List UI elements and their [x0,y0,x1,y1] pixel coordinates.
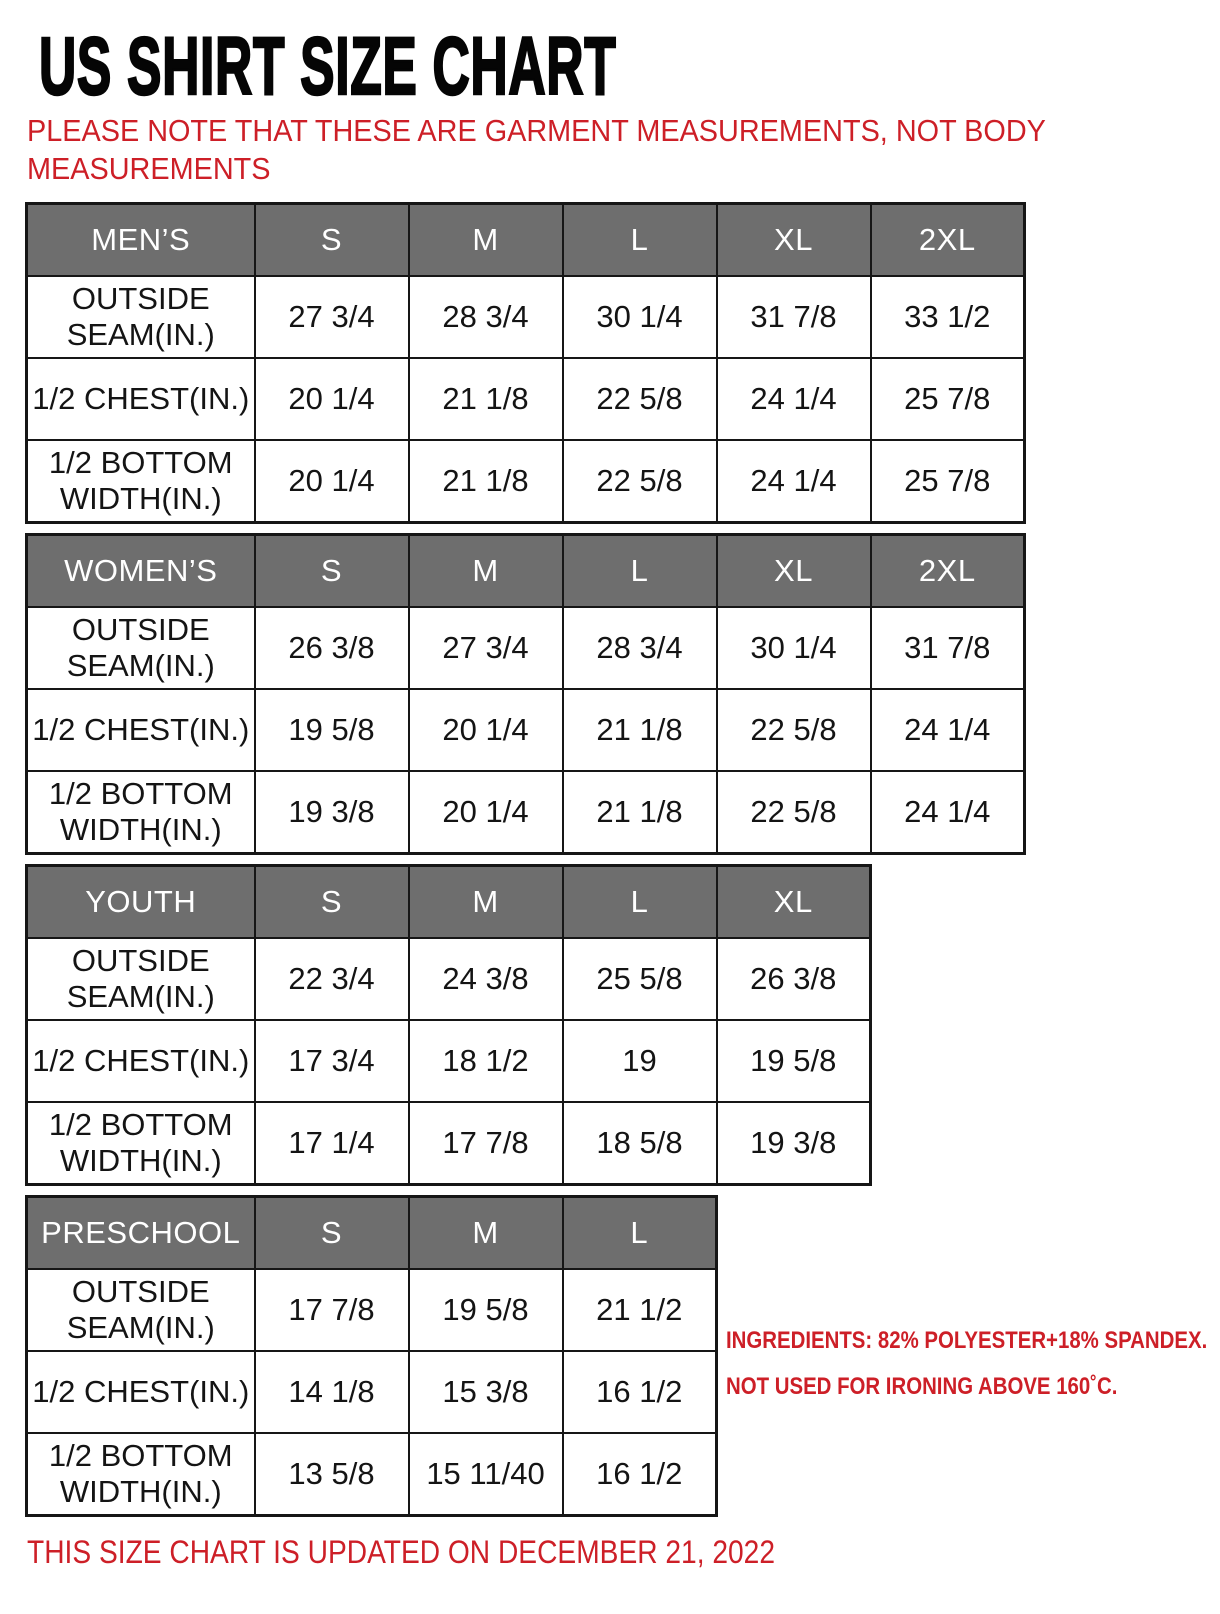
size-value-cell: 30 1/4 [563,276,717,358]
garment-measurements-note-line-2: MEASUREMENTS [27,151,271,186]
column-header-mens-xl: XL [717,204,871,277]
row-label [27,440,255,523]
row-label-line: 1/2 CHEST(IN.) [32,1043,250,1078]
column-header-mens-2xl: 2XL [871,204,1025,277]
row-label [27,276,255,358]
row-label [27,1020,255,1102]
size-value-cell: 22 5/8 [717,771,871,854]
row-label-line: OUTSIDE [71,943,210,978]
size-value-cell: 17 7/8 [409,1102,563,1185]
ingredients-note-line-1: INGREDIENTS: 82% POLYESTER+18% SPANDEX. [726,1327,1208,1354]
size-value-cell: 30 1/4 [717,607,871,689]
column-header-womens-l: L [563,535,717,608]
size-value-cell: 24 1/4 [717,440,871,523]
size-value-cell: 21 1/8 [563,771,717,854]
garment-measurements-note [27,112,1136,188]
size-value-cell: 21 1/8 [409,358,563,440]
size-value-cell: 20 1/4 [255,358,409,440]
size-value-cell: 22 3/4 [255,938,409,1020]
size-value-cell: 22 5/8 [717,689,871,771]
size-value-cell: 13 5/8 [255,1433,409,1516]
size-value-cell: 20 1/4 [255,440,409,523]
row-label [27,1102,255,1185]
size-value-cell: 28 3/4 [409,276,563,358]
row-label [27,1269,255,1351]
row-label-line: SEAM(IN.) [66,1310,215,1345]
table-row [27,1269,717,1351]
column-header-preschool-s: S [255,1197,409,1270]
size-value-cell: 20 1/4 [409,771,563,854]
row-label-line: OUTSIDE [71,1274,210,1309]
column-header-womens-s: S [255,535,409,608]
row-label-line: 1/2 BOTTOM [48,1107,233,1142]
size-table-womens [25,533,1026,855]
size-value-cell: 18 5/8 [563,1102,717,1185]
size-value-cell: 27 3/4 [409,607,563,689]
row-label [27,358,255,440]
size-value-cell: 22 5/8 [563,358,717,440]
column-header-womens-2xl: 2XL [871,535,1025,608]
table-group-header-preschool: PRESCHOOL [27,1197,255,1270]
size-table-preschool [25,1195,718,1517]
row-label [27,1351,255,1433]
row-label [27,1433,255,1516]
size-value-cell: 24 1/4 [871,689,1025,771]
size-value-cell: 31 7/8 [871,607,1025,689]
row-label-line: 1/2 BOTTOM [48,1438,233,1473]
row-label-line: WIDTH(IN.) [59,1474,222,1509]
column-header-preschool-l: L [563,1197,717,1270]
size-value-cell: 17 7/8 [255,1269,409,1351]
size-value-cell: 24 1/4 [871,771,1025,854]
column-header-womens-xl: XL [717,535,871,608]
size-value-cell: 19 5/8 [409,1269,563,1351]
size-value-cell: 16 1/2 [563,1433,717,1516]
column-header-mens-l: L [563,204,717,277]
size-value-cell: 26 3/8 [717,938,871,1020]
row-label-line: 1/2 CHEST(IN.) [32,1374,250,1409]
page-title: US SHIRT SIZE CHART [39,21,617,112]
row-label-line: SEAM(IN.) [66,648,215,683]
row-label [27,607,255,689]
row-label-line: 1/2 CHEST(IN.) [32,381,250,416]
row-label-line: 1/2 CHEST(IN.) [32,712,250,747]
size-value-cell: 19 3/8 [717,1102,871,1185]
row-label-line: 1/2 BOTTOM [48,445,233,480]
size-value-cell: 19 [563,1020,717,1102]
table-row [27,358,1025,440]
size-value-cell: 27 3/4 [255,276,409,358]
ingredients-note-line-2: NOT USED FOR IRONING ABOVE 160˚C. [726,1373,1118,1400]
size-value-cell: 16 1/2 [563,1351,717,1433]
header-row [27,1197,717,1270]
row-label-line: WIDTH(IN.) [59,481,222,516]
table-row [27,1351,717,1433]
size-value-cell: 22 5/8 [563,440,717,523]
row-label [27,938,255,1020]
garment-measurements-note-line-1: PLEASE NOTE THAT THESE ARE GARMENT MEASUREMENTS, NOT BODY [27,113,1046,148]
row-label-line: SEAM(IN.) [66,317,215,352]
size-value-cell: 24 1/4 [717,358,871,440]
size-value-cell: 21 1/2 [563,1269,717,1351]
row-label-line: WIDTH(IN.) [59,812,222,847]
size-table-youth [25,864,872,1186]
size-value-cell: 21 1/8 [409,440,563,523]
row-label-line: 1/2 BOTTOM [48,776,233,811]
column-header-mens-m: M [409,204,563,277]
size-value-cell: 17 3/4 [255,1020,409,1102]
size-value-cell: 28 3/4 [563,607,717,689]
column-header-youth-s: S [255,866,409,939]
ingredients-note [726,1318,1207,1410]
size-value-cell: 18 1/2 [409,1020,563,1102]
table-group-header-womens: WOMEN’S [27,535,255,608]
row-label-line: WIDTH(IN.) [59,1143,222,1178]
table-row [27,607,1025,689]
table-row [27,771,1025,854]
size-value-cell: 19 3/8 [255,771,409,854]
size-value-cell: 19 5/8 [717,1020,871,1102]
table-group-header-youth: YOUTH [27,866,255,939]
size-value-cell: 25 5/8 [563,938,717,1020]
table-row [27,440,1025,523]
size-value-cell: 21 1/8 [563,689,717,771]
column-header-youth-m: M [409,866,563,939]
size-value-cell: 24 3/8 [409,938,563,1020]
column-header-youth-l: L [563,866,717,939]
column-header-womens-m: M [409,535,563,608]
size-value-cell: 33 1/2 [871,276,1025,358]
column-header-mens-s: S [255,204,409,277]
row-label [27,689,255,771]
size-value-cell: 25 7/8 [871,358,1025,440]
table-row [27,1102,871,1185]
row-label-line: OUTSIDE [71,281,210,316]
size-value-cell: 25 7/8 [871,440,1025,523]
header-row [27,204,1025,277]
size-value-cell: 26 3/8 [255,607,409,689]
table-row [27,938,871,1020]
size-value-cell: 14 1/8 [255,1351,409,1433]
size-value-cell: 31 7/8 [717,276,871,358]
row-label [27,771,255,854]
size-value-cell: 19 5/8 [255,689,409,771]
size-value-cell: 15 11/40 [409,1433,563,1516]
size-value-cell: 17 1/4 [255,1102,409,1185]
row-label-line: SEAM(IN.) [66,979,215,1014]
size-table-mens [25,202,1026,524]
table-group-header-mens: MEN’S [27,204,255,277]
table-row [27,689,1025,771]
row-label-line: OUTSIDE [71,612,210,647]
update-date-note: THIS SIZE CHART IS UPDATED ON DECEMBER 21, 2022 [27,1534,775,1570]
column-header-youth-xl: XL [717,866,871,939]
size-value-cell: 20 1/4 [409,689,563,771]
table-row [27,1020,871,1102]
table-row [27,1433,717,1516]
header-row [27,866,871,939]
column-header-preschool-m: M [409,1197,563,1270]
table-row [27,276,1025,358]
header-row [27,535,1025,608]
size-value-cell: 15 3/8 [409,1351,563,1433]
